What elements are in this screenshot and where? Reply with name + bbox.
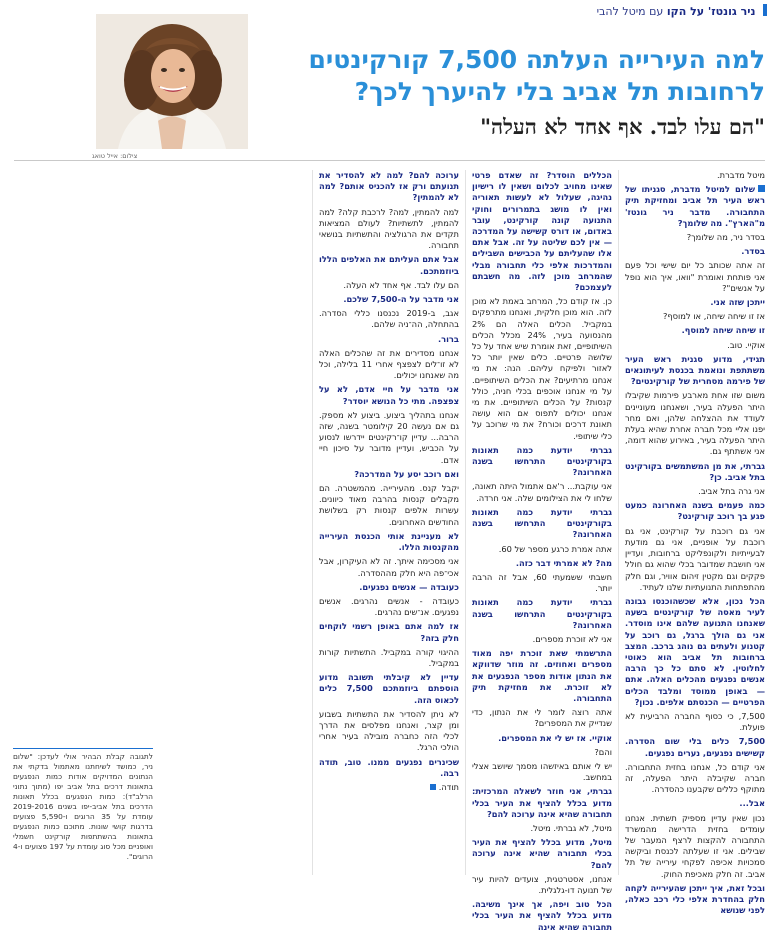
- interview-question: בסדר.: [741, 246, 765, 257]
- end-of-article-square: [430, 784, 436, 790]
- interview-question: גברתי, אני חוזר לשאלה המרכזית: מדוע בכלל להציף את העיר בכלי תחבורה שהיא אינה ערוכה להם?: [472, 786, 612, 819]
- response-note-text: לתגובה קבלת הבהיר אולי לעדכן: "שלום ניר, כמושד לשיחתנו מאתמול בדקתי את הנתונים המדויקים אודות כמות הנפגעים בתאונות דרכים בתל אביב יפו (מתוך נתוני הרלב"ד): כמות הנפגעים בכלל תאונות הדרכים בתל אביב-יפו בשנים 2019-2016 עומדת על 35 הרוגים ו-5,590 פצועים בדרגות קושי שונות. מתוכם כמות הנפגעים בתאונות בהשתתפות קורקינט חשמלי ואופניים מכל סוג עומדת על 197 פצועים ו-4 הרוגים".: [13, 752, 154, 861]
- interview-question: התרשמתי שאת זוכרת יפה מאוד מספרים ואחוזים. זה מוזר שדווקא את הנתון אודות מספר הנפגעים את לא זוכרת. את מחזיקת תיק התחבורה.: [472, 648, 612, 703]
- interview-question: גברתי יודעת כמה תאונות בקורקינטים התרחשו בשנה האחרונה?: [472, 597, 612, 630]
- interview-answer: כן. אז קודם כל, המרחב באמת לא מוכן לזה. הוא מוכן חלקית, ואנחנו מתרפקים במקביל. הכלים האלה הם 2% מהנסועה בעיר, 24% מכלל הכלים השיתופיים, זאת אומרת שיש אחד על כל שלושה פרטיים. כלים שאין יותר כל לאזור ולפיקח עליהם. הנה: את מי אנחנו מרתיעים? את הכלים השיתופיים. על מי אנחנו אוכפים בכלי חניה, כולל קנסות? על הכלים השיתופיים. את מי אנחנו יכולים לתפוס אם הוא עושה תאונת דרכים וכורח? את מי שרוכב על כלי שיתופי.: [472, 296, 612, 441]
- interview-question: גברתי יודעת כמה תאונות בקורקינטים התרחשו בשנה האחרונה?: [472, 444, 612, 478]
- interview-answer: יש לי אותם באיזשהו מסמך שיושב אצלי במחשב.: [472, 760, 612, 783]
- interview-answer: אגב, ב-2019 נכנסנו כללי הסדרה. בהתחלה, הה־ניה שלהם.: [319, 308, 459, 330]
- paragraph-text: שלום למיטל מדברת, סגניתו של ראש העיר תל אביב ומחזיקת תיק התחבורה. מדבר ניר גונטז' מ"הארץ". מה שלומך?: [625, 184, 765, 228]
- interview-question: ברור.: [437, 333, 459, 344]
- interview-question: תגידי, מדוע סגנית ראש העיר משתתפת ונואמת בכנסת לעיתונאים של פירמה מסחרית של קורקינטים?: [625, 353, 765, 387]
- column-divider: [465, 170, 466, 875]
- interview-question: אני מדבר על חיי אדם, לא על צפצפה. מתי כל הנושא יוסדר?: [319, 384, 459, 406]
- interview-question: שכינרים נפגעים ממנו. טוב, תודה רבה.: [319, 756, 459, 778]
- interview-answer: אני מסכימה איתך. זה לא העיקרון, אבל אכי־פה היא חלק מההסדרה.: [319, 556, 459, 578]
- headline-line-1: למה העירייה העלתה 7,500 קורקינטים: [308, 45, 765, 74]
- interview-question: גברתי יודעת כמה תאונות בקורקינטים התרחשו בשנה האחרונה?: [472, 506, 612, 540]
- interview-answer: 7,500, כי כסוף החברה הרביעית לא פועלת.: [625, 710, 765, 733]
- interview-answer: אני קודם כל, אנחנו בחזית התחבורה. חברה שקיבלה היתר הפעלה, זה מתוקף כללים שקבענו כהסדרה.: [625, 761, 765, 795]
- interview-question: הכל טוב ויפה, אך אינך משיבה. מדוע בכלל להציף את העיר בכלי תחבורה שהיא אינה: [472, 899, 612, 932]
- byline-interviewee: עם מיטל להבי: [596, 5, 664, 18]
- interview-answer: בסדר ניר, מה שלומך?: [686, 232, 765, 243]
- byline-accent-bar: [763, 4, 767, 16]
- interview-answer: אתה אמרת כרגע מספר של 60.: [498, 543, 612, 554]
- interview-answer: זה אתה שכותב כל יום שישי וכל פעם אני פותחת ואומרת "וואו, איך הוא נופל על אנשים"?: [625, 260, 765, 293]
- interview-question: ובכל זאת, איך ייתכן שהעירייה לקחה חלק בהחדרת אלפי כלי רכב כאלה, לפני שנושא: [625, 882, 765, 916]
- article-column-3: [319, 170, 459, 875]
- column-divider: [312, 170, 313, 875]
- interview-question: 7,500 כלים בלי שום הסדרה. קשישים נפגעים, נערים נפגעים.: [625, 736, 765, 758]
- headline-quote: "הם עלו לבד. אף אחד לא העלה": [480, 114, 765, 139]
- interview-question: לא מעניינת אותי הכנסת העירייה מהקנסות הללו.: [319, 530, 459, 553]
- column-divider: [618, 170, 619, 875]
- interview-question: כמה פעמים בשנה האחרונה כמעט פגע בך רוכב קורקינט?: [625, 500, 765, 522]
- headline-block: [250, 44, 765, 142]
- interview-answer: מיטל מדברת.: [717, 170, 765, 180]
- interview-question: אני מדבר על ה-7,500 שלכם.: [343, 294, 459, 305]
- interview-question: הכללים הוסדר? זה שאדם פרטי שאינו מחויב לכלום ושאין לו רישיון נהיגה, שעלול לא לעשות תאוריה ואין לו מושג בתמרורים וחוקי התנועה קונה קורקינט, עובר באדום, או דורס קשישה על המדרכה — אין לכם שליטה על זה. אבל אתם אלו שהעליתם על הכבישים השבילים והמדרכות אלפי כלי תחבורה מבלי שהמרחב מוכן לזה. מה חשבתם לעצמכם?: [472, 170, 612, 293]
- interview-answer: אני גרה בתל אביב.: [698, 486, 765, 497]
- interview-answer: אז זו שיחה שיחה, או למוסף?: [662, 311, 765, 322]
- interview-question: עדיין לא קיבלתי תשובה מדוע הוספתם ביוזמתכם 7,500 כלים לכאוס הזה.: [319, 672, 460, 705]
- interview-answer: אני עוקבת... ר'אם אתמול היתה תאונה, שלחו לי את הצילומים שלה. אני חרדה.: [472, 481, 612, 503]
- interview-answer: יקבל קנס. מהעירייה. מהמשטרה. הם מקבלים קנסות בהרבה מאוד כיוונים. עשרות אלפים קנסות רק בשלושת החודשים האחרונים.: [319, 483, 459, 527]
- interview-answer: הם עלו לבד. אף אחד לא העלה.: [343, 279, 459, 290]
- interview-answer: תודה.: [319, 782, 459, 793]
- interview-question: הכל נכון, אלא שכשהוכנסו גבונה לעיר מאסה של קורקינטים בשעה שאנחנו התנועה שלהם אינו מוסדר. אני גם הולך ברגל, גם רוכב על קטנוע ולעתים גם נוהג ברכב. המצב ברחובות תל אביב הוא כאוטי לחלוטין. לא סתם כל כך הרבה אנשים נפגעים מהכלים האלה. אתם — באופן ממוסד ומלבד הכלים הפרטיים — הכנסתם אלפים. נכון?: [625, 595, 765, 707]
- article-column-1: [625, 170, 765, 916]
- interview-answer: אנחנו מסדירים את זה שהכלים האלה לא זו־לים לצפצף אחרי 11 בלילה, וכל מה שאנחנו יכולים.: [319, 347, 460, 381]
- interview-answer: ההיגוי קורה במקביל. התשתיות קורות במקביל.: [319, 646, 459, 668]
- interview-question: גברתי, את מן המשתמשים בקורקינט בתל אביב. כן?: [625, 460, 765, 482]
- headline-line-2: לרחובות תל אביב בלי להיערך לכך?: [354, 77, 765, 106]
- interview-answer: אנחנו בתהליך ביצוע. ביצוע לא מספק. גם אם נעשה 20 קילומטר בשנה, שזה הרבה... עדיין קו־רקינטים יידרשו לנסוע על הכביש, ועדיין מדובר על סיכון חיי אדם.: [319, 409, 459, 465]
- interview-question: אבל אתם העליתם את האלפים הללו ביוזמתכם.: [319, 254, 459, 276]
- interview-question: זו שיחה שיחה למוסף.: [681, 325, 765, 336]
- interview-question: אז למה אתם באופן רשמי לוקחים חלק בזה?: [319, 621, 459, 643]
- interview-question: אבל...: [739, 798, 765, 809]
- interview-question: ואם רוכב יסע על המדרכה?: [354, 468, 459, 479]
- interview-answer: כעובדה - אנשים נהרגים. אנשים נפגעים. אנ־שים נהרגים.: [319, 595, 459, 618]
- interview-answer: נכון שאין עדיין מספיק תשתית. אנחנו עומדים בחזית הדרישה מהמשרד התחבורה להקצות לרצף המעבר של שבילים. אני זו שעלתה לכנסת וביקשה סמכויות אכיפה לפקחי עירייה של תל אביב. זה חלק מאכיפת החוק.: [625, 812, 765, 879]
- interview-question: אוקיי. אז יש לי את המספרים.: [498, 732, 612, 743]
- interview-answer: והם?: [594, 746, 612, 757]
- interview-answer: למה להמתין, למה? לרכבת קלה? למה להמתין, לתשתיות? לעולם המציאות תקדים את הרגולציה והתשתיות בנושאי תחבורה.: [319, 206, 459, 251]
- interview-question: ייתכן שזה אני.: [710, 297, 765, 308]
- interview-question: [625, 184, 765, 229]
- interview-answer: אני לא זוכרת מספרים.: [532, 633, 612, 644]
- photo-credit: צילום: אייל טואג: [92, 152, 138, 160]
- interview-answer: אנחנו, אסטרטגית, צועדים להיות עיר של תנועה דו-גלגלית.: [472, 873, 612, 895]
- portrait-photo: [96, 14, 248, 149]
- interview-answer: אני גם רוכבת על קורקינט, אני גם רוכבת על אופניים, אני גם מודעת לבעייתיות ולקונפליקט ברחובות, ועדיין אני חושבת שמדובר בכלי שהוא גם חולל פקקים וגם מקטין זיהום אוויר, וגם חלק מהתפתחות התנועתיות שלנו לעתיד.: [625, 525, 765, 592]
- interview-question: מה? לא אמרתי דבר כזה.: [515, 557, 612, 568]
- response-note: [13, 748, 153, 862]
- article-start-bullet: [758, 185, 765, 192]
- interview-answer: אתה רוצה לומר לי את הנתון, כדי שנדייק את המספרים?: [472, 707, 612, 729]
- interview-question: מיטל, מדוע בכלל להציף את העיר בכלי תחבורה שהיא אינה ערוכה להם?: [472, 837, 612, 870]
- header-divider: [14, 160, 765, 161]
- article-column-2: [472, 170, 612, 932]
- byline-author: ניר גונטז' על הקו: [666, 5, 756, 18]
- interview-answer: משום שזו אחת מארבע פירמות שקיבלו היתר הפעלה בעיר, ושאנחנו מעוניינים לעודד את ההצלחה שלהן, ואם מחר יפנו אליי מכל חברה אחרת שהיא בעלת היתר הפעלה בעיר, באירוע שהוא דומה, אני אשתתף גם.: [625, 390, 765, 457]
- interview-answer: אוקיי. טוב.: [727, 339, 765, 350]
- interview-answer: מיטל, לא גברתי. מיטל.: [530, 822, 612, 833]
- interview-question: כעובדה — אנשים נפגעים.: [359, 581, 459, 592]
- interview-answer: חשבתי ששמעתי 60, אבל זה הרבה יותר.: [472, 571, 612, 594]
- byline: [597, 4, 767, 18]
- interview-answer: לא ניתן להסדיר את התשתיות בשבוע ומן קצר, ואנחנו מפלסים את הדרך לכלי הזה כחברה מובילה בעיר אחרי הולכי הרגל.: [319, 708, 459, 753]
- interview-question: ערוכה להם? למה לא להסדיר את תנועתם ורק אז להכניס אותם? למה לא להמתין?: [319, 170, 459, 203]
